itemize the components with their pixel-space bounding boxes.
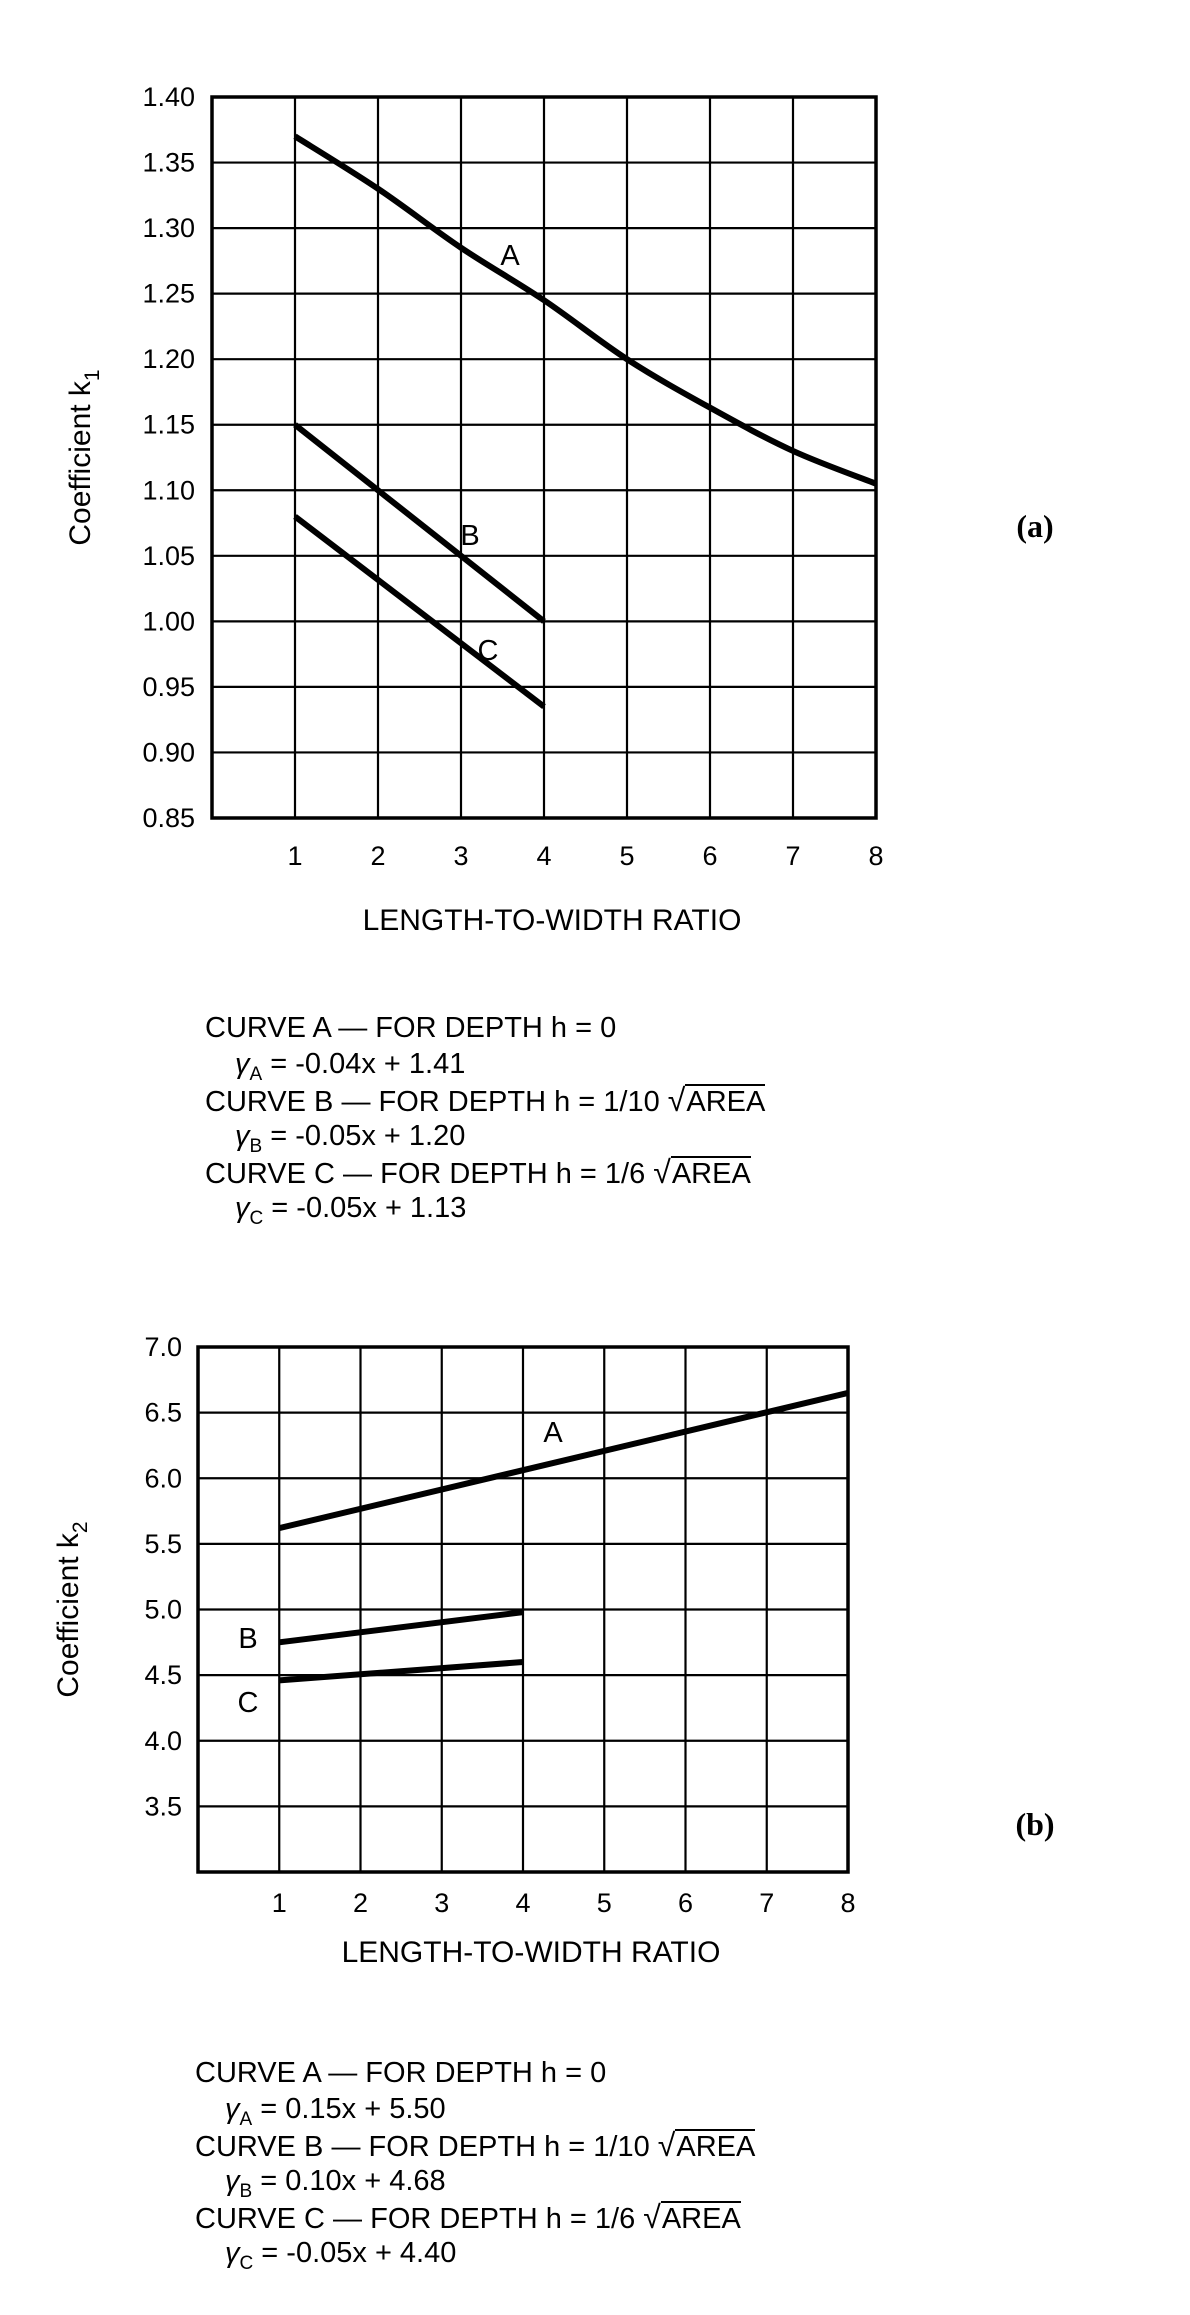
x-tick-label: 7 bbox=[785, 841, 801, 871]
legend-curve-line bbox=[205, 1082, 765, 1118]
y-tick-label: 1.00 bbox=[142, 606, 195, 637]
panel-label: (a) bbox=[1016, 508, 1054, 544]
chart-panel-b bbox=[52, 1332, 1055, 1969]
x-axis-title: LENGTH-TO-WIDTH RATIO bbox=[341, 1936, 721, 1969]
y-tick-label: 1.40 bbox=[142, 82, 195, 112]
square-root-symbol: √AREA bbox=[643, 2199, 741, 2235]
y-tick-label: 1.10 bbox=[142, 475, 195, 506]
x-tick-label: 6 bbox=[702, 841, 718, 871]
y-tick-label: 3.5 bbox=[144, 1791, 182, 1822]
x-tick-label: 2 bbox=[370, 841, 386, 871]
x-tick-label: 1 bbox=[271, 1888, 287, 1918]
y-tick-label: 1.15 bbox=[142, 409, 195, 440]
legend-equation: $\gamma_B = 0.10x + 4.68$ bbox=[225, 2165, 446, 2202]
x-tick-label: 6 bbox=[677, 1888, 694, 1918]
y-tick-label: 1.20 bbox=[142, 344, 195, 375]
legend-equation: $\gamma_B = -0.05x + 1.20$ bbox=[235, 1120, 466, 1157]
x-tick-label: 2 bbox=[352, 1888, 369, 1918]
curve-label-b: B bbox=[238, 1623, 258, 1655]
y-tick-label: 6.5 bbox=[144, 1397, 182, 1428]
curve-label-b: B bbox=[460, 520, 480, 552]
x-tick-label: 1 bbox=[287, 841, 303, 871]
y-tick-label: 0.85 bbox=[142, 803, 195, 833]
legend-curve-line bbox=[205, 1154, 765, 1190]
y-tick-label: 0.95 bbox=[142, 671, 195, 702]
series-curve-c bbox=[279, 1662, 523, 1680]
legend-curve-line bbox=[195, 2055, 755, 2091]
legend-curve-text: CURVE C — FOR DEPTH h = 1/6 bbox=[205, 1158, 654, 1190]
panel-label: (b) bbox=[1015, 1806, 1055, 1842]
curve-label-c: C bbox=[477, 635, 499, 667]
y-tick-label: 0.90 bbox=[142, 737, 195, 768]
x-tick-label: 4 bbox=[515, 1888, 531, 1918]
legend-equation: $\gamma_C = -0.05x + 1.13$ bbox=[235, 1192, 467, 1229]
series-curve-b bbox=[279, 1612, 523, 1642]
series-curve-b bbox=[295, 425, 544, 622]
x-tick-label: 5 bbox=[596, 1888, 612, 1918]
curve-label-c: C bbox=[237, 1687, 259, 1719]
curve-label-a: A bbox=[500, 240, 520, 272]
y-axis-title: Coefficient $k_1$ bbox=[64, 369, 104, 546]
legend-panel-a bbox=[205, 1010, 766, 1229]
legend-curve-text: CURVE B — FOR DEPTH h = 1/10 bbox=[195, 2131, 658, 2163]
legend-equation: $\gamma_A = -0.04x + 1.41$ bbox=[235, 1048, 466, 1085]
x-axis-title: LENGTH-TO-WIDTH RATIO bbox=[362, 904, 742, 937]
legend-curve-text: CURVE A — FOR DEPTH h = 0 bbox=[205, 1012, 617, 1044]
legend-curve-text: CURVE B — FOR DEPTH h = 1/10 bbox=[205, 1086, 668, 1118]
y-tick-label: 5.5 bbox=[144, 1528, 182, 1559]
legend-curve-line bbox=[205, 1010, 765, 1046]
legend-curve-line bbox=[195, 2199, 755, 2235]
series-curve-a bbox=[295, 136, 876, 483]
legend-equation: $\gamma_A = 0.15x + 5.50$ bbox=[225, 2093, 446, 2130]
y-tick-label: 4.5 bbox=[144, 1660, 182, 1691]
y-tick-label: 1.35 bbox=[142, 147, 195, 178]
x-tick-label: 4 bbox=[536, 841, 552, 871]
y-tick-label: 1.05 bbox=[142, 540, 195, 571]
x-tick-label: 7 bbox=[759, 1888, 775, 1918]
y-tick-label: 1.25 bbox=[142, 278, 195, 309]
square-root-symbol: √AREA bbox=[667, 1082, 766, 1118]
legend-curve-text: CURVE C — FOR DEPTH h = 1/6 bbox=[195, 2203, 644, 2235]
y-tick-label: 7.0 bbox=[144, 1332, 182, 1362]
x-tick-label: 5 bbox=[619, 841, 635, 871]
y-axis-title: Coefficient $k_2$ bbox=[52, 1521, 92, 1698]
x-tick-label: 3 bbox=[434, 1888, 450, 1918]
y-tick-label: 6.0 bbox=[144, 1463, 182, 1494]
y-tick-label: 1.30 bbox=[142, 213, 195, 244]
legend-panel-b bbox=[195, 2055, 756, 2274]
x-tick-label: 8 bbox=[868, 841, 884, 871]
legend-curve-text: CURVE A — FOR DEPTH h = 0 bbox=[195, 2057, 607, 2089]
series-curve-c bbox=[295, 516, 544, 706]
legend-curve-line bbox=[195, 2127, 755, 2163]
x-tick-label: 3 bbox=[453, 841, 469, 871]
y-tick-label: 5.0 bbox=[144, 1594, 182, 1625]
square-root-symbol: √AREA bbox=[653, 1154, 751, 1190]
chart-panel-a bbox=[64, 82, 1054, 937]
y-tick-label: 4.0 bbox=[144, 1725, 182, 1756]
legend-equation: $\gamma_C = -0.05x + 4.40$ bbox=[225, 2237, 457, 2274]
square-root-symbol: √AREA bbox=[657, 2127, 756, 2163]
x-tick-label: 8 bbox=[840, 1888, 856, 1918]
curve-label-a: A bbox=[543, 1417, 563, 1449]
